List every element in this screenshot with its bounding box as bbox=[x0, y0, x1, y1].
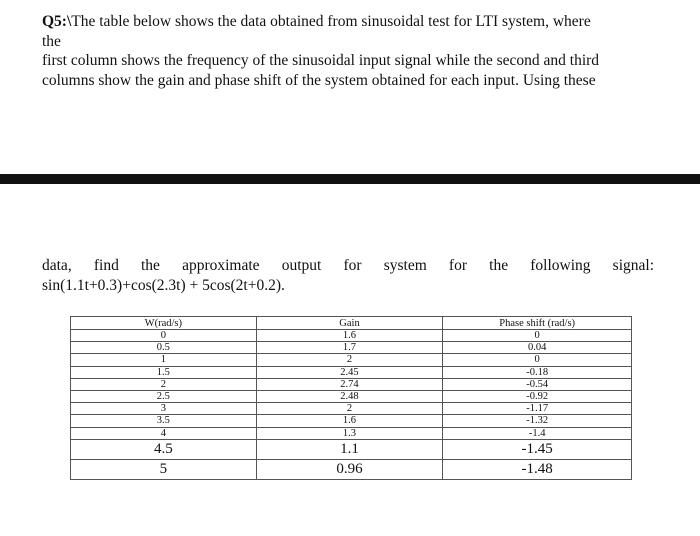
cell-gain: 2 bbox=[256, 403, 443, 415]
cell-frequency: 1 bbox=[71, 354, 257, 366]
header-frequency: W(rad/s) bbox=[71, 317, 257, 330]
question-line-5: data, find the approximate output for system for the following signal: bbox=[42, 257, 654, 274]
header-phase-shift: Phase shift (rad/s) bbox=[443, 317, 632, 330]
question-line-2: the bbox=[42, 32, 61, 50]
cell-phase: -0.18 bbox=[443, 366, 632, 378]
question-line-4: columns show the gain and phase shift of the system obtained for each input. Using these bbox=[42, 71, 596, 89]
cell-frequency: 5 bbox=[71, 459, 257, 479]
cell-frequency: 4 bbox=[71, 427, 257, 439]
cell-gain: 1.7 bbox=[256, 342, 443, 354]
table-row bbox=[71, 459, 632, 479]
cell-phase: -0.92 bbox=[443, 390, 632, 402]
cell-gain: 2.48 bbox=[256, 390, 443, 402]
cell-phase: -1.32 bbox=[443, 415, 632, 427]
table-row bbox=[71, 378, 632, 390]
question-line-1 bbox=[42, 12, 654, 32]
divider-bar bbox=[0, 174, 700, 184]
cell-gain: 1.3 bbox=[256, 427, 443, 439]
table-row bbox=[71, 415, 632, 427]
cell-frequency: 4.5 bbox=[71, 439, 257, 459]
cell-phase: -1.4 bbox=[443, 427, 632, 439]
question-text-bottom bbox=[42, 256, 654, 295]
cell-frequency: 3 bbox=[71, 403, 257, 415]
cell-phase: 0 bbox=[443, 354, 632, 366]
cell-gain: 2 bbox=[256, 354, 443, 366]
table-row bbox=[71, 330, 632, 342]
cell-phase: 0 bbox=[443, 330, 632, 342]
question-line-1-text: The table below shows the data obtained from sinusoidal test for LTI system, where bbox=[71, 13, 591, 30]
cell-gain: 2.74 bbox=[256, 378, 443, 390]
cell-phase: -0.54 bbox=[443, 378, 632, 390]
cell-frequency: 0 bbox=[71, 330, 257, 342]
cell-phase: -1.17 bbox=[443, 403, 632, 415]
question-text-top bbox=[42, 12, 654, 90]
cell-frequency: 2 bbox=[71, 378, 257, 390]
cell-frequency: 0.5 bbox=[71, 342, 257, 354]
cell-gain: 1.6 bbox=[256, 330, 443, 342]
cell-frequency: 3.5 bbox=[71, 415, 257, 427]
table-header-row bbox=[71, 317, 632, 330]
table-row bbox=[71, 342, 632, 354]
question-line-6: sin(1.1t+0.3)+cos(2.3t) + 5cos(2t+0.2). bbox=[42, 276, 285, 294]
cell-gain: 1.1 bbox=[256, 439, 443, 459]
cell-gain: 0.96 bbox=[256, 459, 443, 479]
cell-frequency: 1.5 bbox=[71, 366, 257, 378]
table-row bbox=[71, 403, 632, 415]
table-row bbox=[71, 427, 632, 439]
question-label: Q5:\ bbox=[42, 13, 72, 30]
table-row bbox=[71, 366, 632, 378]
header-gain: Gain bbox=[256, 317, 443, 330]
question-line-3: first column shows the frequency of the sinusoidal input signal while the second and third bbox=[42, 52, 600, 69]
cell-phase: -1.48 bbox=[443, 459, 632, 479]
frequency-response-table bbox=[70, 316, 632, 480]
table-row bbox=[71, 354, 632, 366]
cell-gain: 2.45 bbox=[256, 366, 443, 378]
cell-gain: 1.6 bbox=[256, 415, 443, 427]
cell-frequency: 2.5 bbox=[71, 390, 257, 402]
table-row bbox=[71, 439, 632, 459]
cell-phase: -1.45 bbox=[443, 439, 632, 459]
table-row bbox=[71, 390, 632, 402]
cell-phase: 0.04 bbox=[443, 342, 632, 354]
